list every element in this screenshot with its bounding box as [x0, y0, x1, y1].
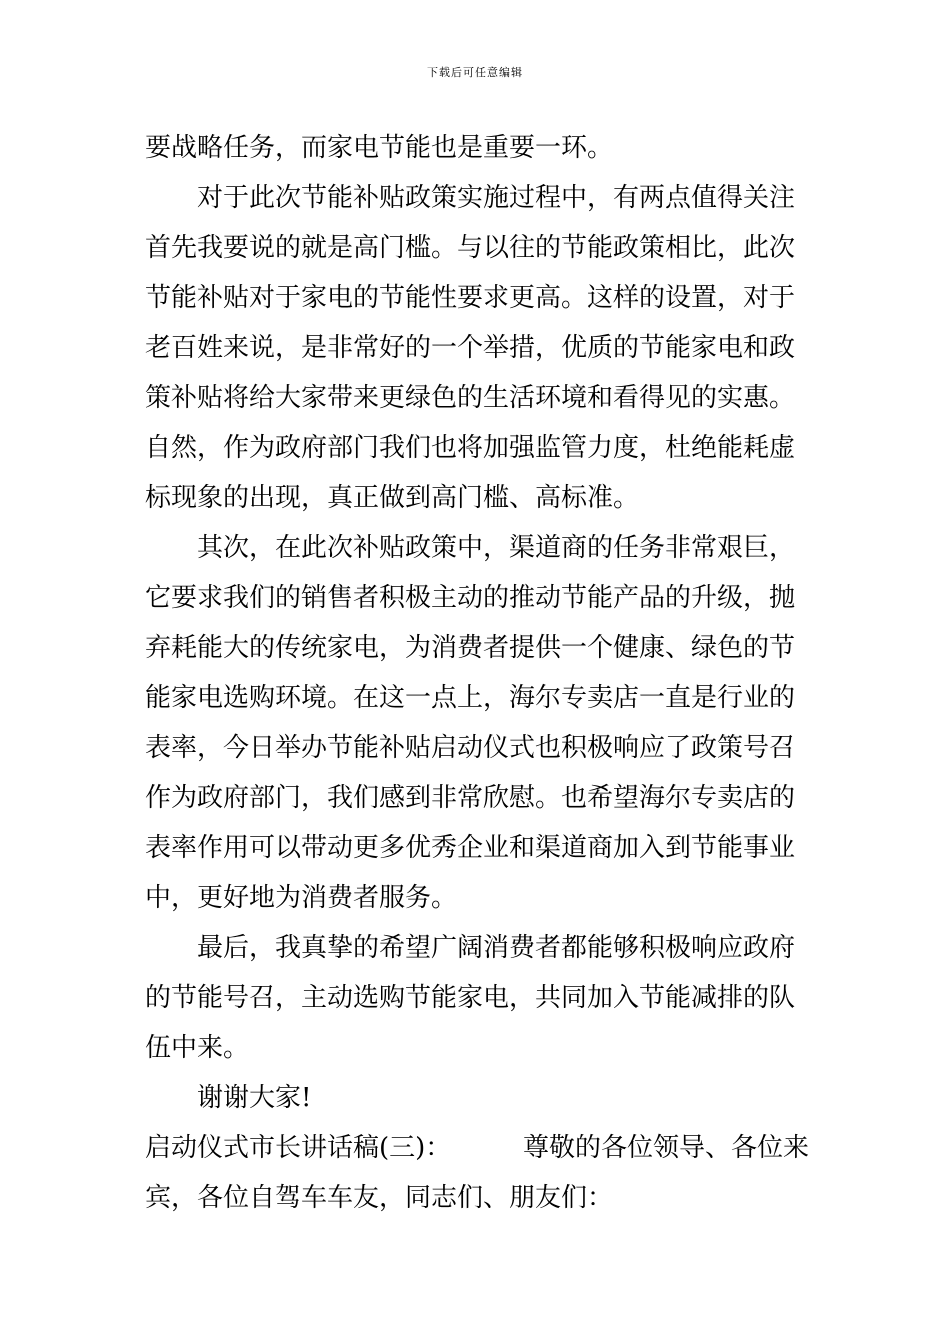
text-line: 其次，在此次补贴政策中，渠道商的任务非常艰巨，	[197, 533, 796, 563]
text-line: 策补贴将给大家带来更绿色的生活环境和看得见的实惠。	[145, 383, 796, 413]
text-line: 弃耗能大的传统家电，为消费者提供一个健康、绿色的节	[145, 633, 796, 663]
text-line: 对于此次节能补贴政策实施过程中，有两点值得关注	[197, 183, 796, 213]
page-header: 下载后可任意编辑	[427, 66, 523, 79]
speech-title-line	[145, 1133, 809, 1163]
text-line: 作为政府部门，我们感到非常欣慰。也希望海尔专卖店的	[145, 783, 796, 813]
text-line: 谢谢大家!	[197, 1083, 312, 1113]
text-line: 表率作用可以带动更多优秀企业和渠道商加入到节能事业	[145, 833, 796, 863]
text-line: 标现象的出现，真正做到高门槛、高标准。	[145, 483, 640, 513]
text-line: 要战略任务，而家电节能也是重要一环。	[145, 133, 614, 163]
text-line: 首先我要说的就是高门槛。与以往的节能政策相比，此次	[145, 233, 796, 263]
text-line: 伍中来。	[145, 1033, 250, 1063]
text-line: 宾，各位自驾车车友，同志们、朋友们：	[145, 1183, 614, 1213]
text-line: 中，更好地为消费者服务。	[145, 883, 458, 913]
text-line: 它要求我们的销售者积极主动的推动节能产品的升级，抛	[145, 583, 796, 613]
text-line: 节能补贴对于家电的节能性要求更高。这样的设置，对于	[145, 283, 796, 313]
text-line: 表率，今日举办节能补贴启动仪式也积极响应了政策号召	[145, 733, 796, 763]
text-line: 自然，作为政府部门我们也将加强监管力度，杜绝能耗虚	[145, 433, 796, 463]
salutation-start: 尊敬的各位领导、各位来	[522, 1133, 809, 1163]
text-line: 老百姓来说，是非常好的一个举措，优质的节能家电和政	[145, 333, 796, 363]
text-line: 最后，我真挚的希望广阔消费者都能够积极响应政府	[197, 933, 796, 963]
speech-title: 启动仪式市长讲话稿(三)：	[145, 1133, 452, 1163]
text-line: 的节能号召，主动选购节能家电，共同加入节能减排的队	[145, 983, 796, 1013]
text-line: 能家电选购环境。在这一点上，海尔专卖店一直是行业的	[145, 683, 796, 713]
